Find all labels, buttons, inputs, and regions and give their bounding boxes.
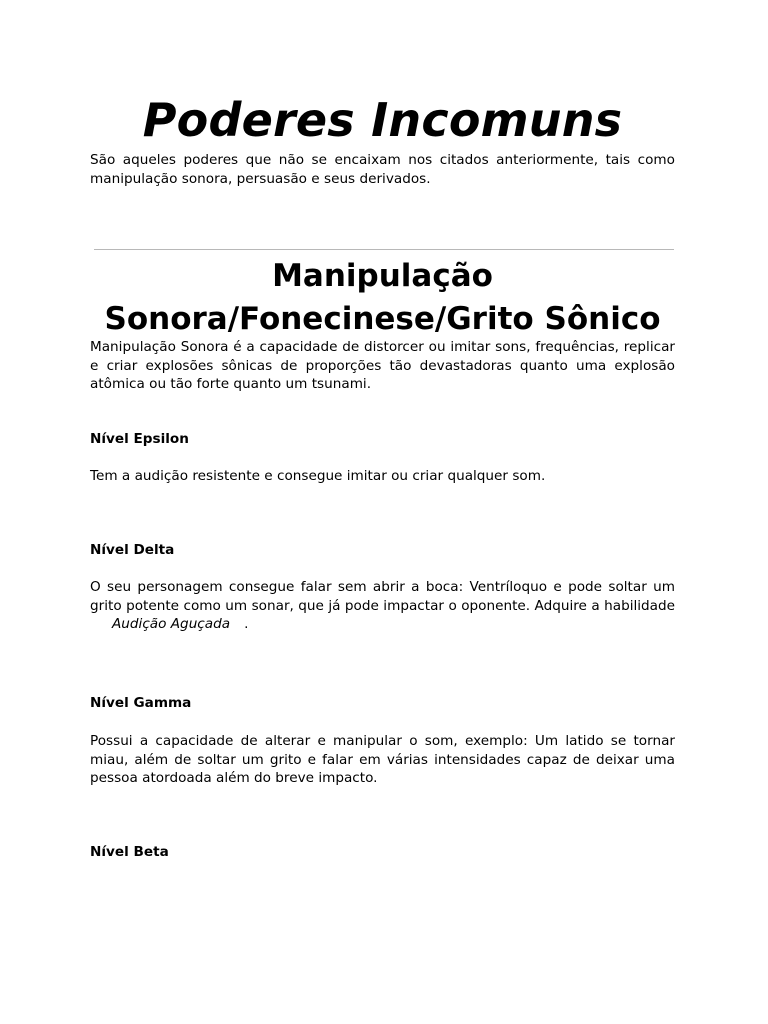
section-divider	[94, 249, 674, 250]
level-description-delta-text: O seu personagem consegue falar sem abrir a boca: Ventríloquo e pode soltar um grito potente como um sonar, que já pode impactar o oponente. Adquire a habilidade	[90, 579, 675, 614]
section-title	[90, 255, 675, 341]
level-description-epsilon: Tem a audição resistente e consegue imitar ou criar qualquer som.	[90, 468, 546, 484]
level-heading-gamma: Nível Gamma	[90, 695, 192, 711]
ability-name: Audição Aguçada	[112, 616, 231, 633]
page-title: Poderes Incomuns	[142, 93, 623, 147]
level-heading-delta: Nível Delta	[90, 542, 175, 558]
section-title-line-1: Manipulação	[272, 258, 493, 294]
section-title-line-2: Sonora/Fonecinese/Grito Sônico	[104, 301, 661, 337]
level-description-delta-end: .	[244, 616, 249, 633]
intro-paragraph: São aqueles poderes que não se encaixam nos citados anteriormente, tais como manipulação sonora, persuasão e seus derivados.	[90, 152, 675, 187]
level-heading-epsilon: Nível Epsilon	[90, 431, 189, 447]
level-description-delta	[90, 578, 675, 634]
section-description: Manipulação Sonora é a capacidade de distorcer ou imitar sons, frequências, replicar e criar explosões sônicas de proporções tão devastadoras quanto uma explosão atômica ou tão forte quanto um tsunami.	[90, 339, 675, 393]
level-heading-beta: Nível Beta	[90, 844, 169, 860]
level-description-gamma: Possui a capacidade de alterar e manipular o som, exemplo: Um latido se tornar miau, além de soltar um grito e falar em várias intensidades capaz de deixar uma pessoa atordoada além do breve impacto.	[90, 733, 675, 787]
